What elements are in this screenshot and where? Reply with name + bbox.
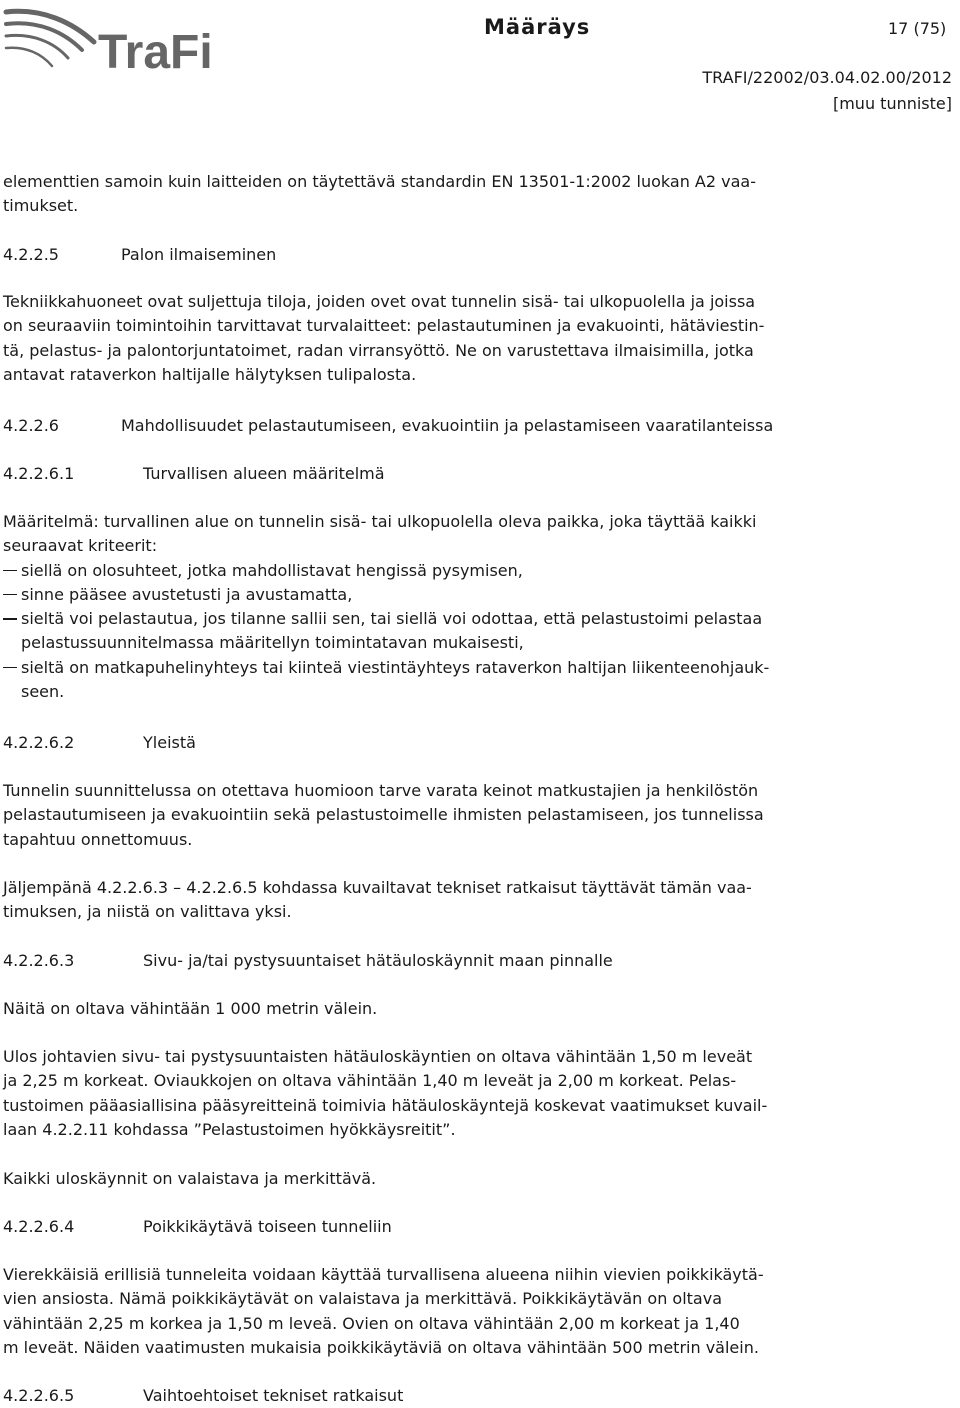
paragraph-42263-2 <box>3 1045 953 1142</box>
text-line: tä, pelastus- ja palontorjuntatoimet, radan virransyöttö. Ne on varustettava ilmaisimilla, jotka <box>3 340 754 360</box>
document-identifier: [muu tunniste] <box>832 94 952 113</box>
section-title: Palon ilmaiseminen <box>121 245 277 264</box>
paragraph-42263-1 <box>3 997 953 1021</box>
document-reference: TRAFI/22002/03.04.02.00/2012 <box>702 68 952 87</box>
section-number: 4.2.2.6.3 <box>3 951 75 970</box>
text-line: vien ansiosta. Nämä poikkikäytävät on valaistava ja merkittävä. Poikkikäytävän on oltava <box>3 1289 723 1309</box>
section-title: Yleistä <box>143 733 196 752</box>
text-line: Vierekkäisiä erillisiä tunneleita voidaan käyttää turvallisena alueena niihin vievien poikkikäytä- <box>3 1265 764 1284</box>
section-heading-42263 <box>3 949 613 973</box>
criteria-item: siellä on olosuhteet, jotka mahdollistavat hengissä pysymisen, <box>3 559 953 583</box>
paragraph-42264 <box>3 1263 953 1360</box>
document-type: Määräys <box>484 15 591 39</box>
text-line: tapahtuu onnettomuus. <box>3 829 193 849</box>
paragraph-42261 <box>3 510 953 704</box>
section-number: 4.2.2.6.5 <box>3 1386 75 1405</box>
paragraph-42262-2 <box>3 876 953 925</box>
section-heading-42261 <box>3 462 385 486</box>
text-line: timukset. <box>3 196 79 216</box>
section-title: Sivu- ja/tai pystysuuntaiset hätäuloskäynnit maan pinnalle <box>143 951 613 970</box>
section-number: 4.2.2.6.1 <box>3 464 75 483</box>
text-line: ja 2,25 m korkeat. Oviaukkojen on oltava vähintään 1,40 m leveät ja 2,00 m korkeat. Pelas- <box>3 1071 737 1091</box>
text-line: seuraavat kriteerit: <box>3 536 158 556</box>
text-line: Näitä on oltava vähintään 1 000 metrin välein. <box>3 999 378 1018</box>
text-line: Kaikki uloskäynnit on valaistava ja merkittävä. <box>3 1169 377 1188</box>
dash-bullet <box>3 570 17 572</box>
text-line: timuksen, ja niistä on valittava yksi. <box>3 902 292 922</box>
criteria-item: sieltä voi pelastautua, jos tilanne sallii sen, tai siellä voi odottaa, että pelastustoimi pelastaa <box>3 607 953 631</box>
dash-bullet <box>3 618 17 620</box>
text-line: antavat rataverkon haltijalle hälytyksen tulipalosta. <box>3 364 417 384</box>
text-line: laan 4.2.2.11 kohdassa ”Pelastustoimen hyökkäysreitit”. <box>3 1119 456 1139</box>
section-heading-42265 <box>3 1384 403 1408</box>
text-line: Määritelmä: turvallinen alue on tunnelin sisä- tai ulkopuolella oleva paikka, joka täyttää kaikki <box>3 512 757 531</box>
section-number: 4.2.2.6 <box>3 416 59 435</box>
text-line: elementtien samoin kuin laitteiden on täytettävä standardin EN 13501-1:2002 luokan A2 vaa- <box>3 172 756 191</box>
text-line: vähintään 2,25 m korkea ja 1,50 m leveä. Ovien on oltava vähintään 2,00 m korkeat ja 1,40 <box>3 1313 740 1333</box>
section-heading-42264 <box>3 1215 392 1239</box>
svg-text:TraFi: TraFi <box>98 26 213 79</box>
text-line: Jäljempänä 4.2.2.6.3 – 4.2.2.6.5 kohdassa kuvailtavat tekniset ratkaisut täyttävät tämän vaa- <box>3 878 752 897</box>
page-number: 17 (75) <box>888 19 947 38</box>
criteria-item: sinne pääsee avustetusti ja avustamatta, <box>3 583 953 607</box>
dash-bullet <box>3 667 17 669</box>
paragraph-intro <box>3 170 953 219</box>
paragraph-42263-3 <box>3 1167 953 1191</box>
section-heading-42262 <box>3 731 196 755</box>
text-line: pelastautumiseen ja evakuointiin sekä pelastustoimelle ihmisten pelastamiseen, jos tunnelissa <box>3 805 764 825</box>
text-line: Ulos johtavien sivu- tai pystysuuntaisten hätäuloskäyntien on oltava vähintään 1,50 m leveät <box>3 1047 753 1066</box>
criteria-item-continuation: seen. <box>21 682 65 702</box>
criteria-item-continuation: pelastussuunnitelmassa määritellyn toimintatavan mukaisesti, <box>21 633 524 653</box>
text-line: on seuraaviin toimintoihin tarvittavat turvalaitteet: pelastautuminen ja evakuointi, hätäviestin- <box>3 316 765 336</box>
section-title: Poikkikäytävä toiseen tunneliin <box>143 1217 392 1236</box>
section-title: Mahdollisuudet pelastautumiseen, evakuointiin ja pelastamiseen vaaratilanteissa <box>121 416 774 435</box>
text-line: Tekniikkahuoneet ovat suljettuja tiloja, joiden ovet ovat tunnelin sisä- tai ulkopuolella ja joissa <box>3 292 756 311</box>
dash-bullet <box>3 594 17 596</box>
section-number: 4.2.2.6.2 <box>3 733 75 752</box>
trafi-logo <box>2 2 232 82</box>
section-number: 4.2.2.5 <box>3 245 59 264</box>
text-line: tustoimen pääasiallisina pääsyreitteinä toimivia hätäuloskäyntejä koskevat vaatimukset kuvail- <box>3 1095 768 1115</box>
paragraph-42262-1 <box>3 779 953 852</box>
text-line: Tunnelin suunnittelussa on otettava huomioon tarve varata keinot matkustajien ja henkilöstön <box>3 781 759 800</box>
section-heading-4226 <box>3 414 773 438</box>
criteria-item: sieltä on matkapuhelinyhteys tai kiinteä viestintäyhteys rataverkon haltijan liikenteenohjauk- <box>3 656 953 680</box>
section-title: Turvallisen alueen määritelmä <box>143 464 385 483</box>
text-line: m leveät. Näiden vaatimusten mukaisia poikkikäytäviä on oltava vähintään 500 metrin välein. <box>3 1337 759 1357</box>
paragraph-4225 <box>3 290 953 387</box>
section-title: Vaihtoehtoiset tekniset ratkaisut <box>143 1386 404 1405</box>
section-heading-4225 <box>3 243 276 267</box>
section-number: 4.2.2.6.4 <box>3 1217 75 1236</box>
